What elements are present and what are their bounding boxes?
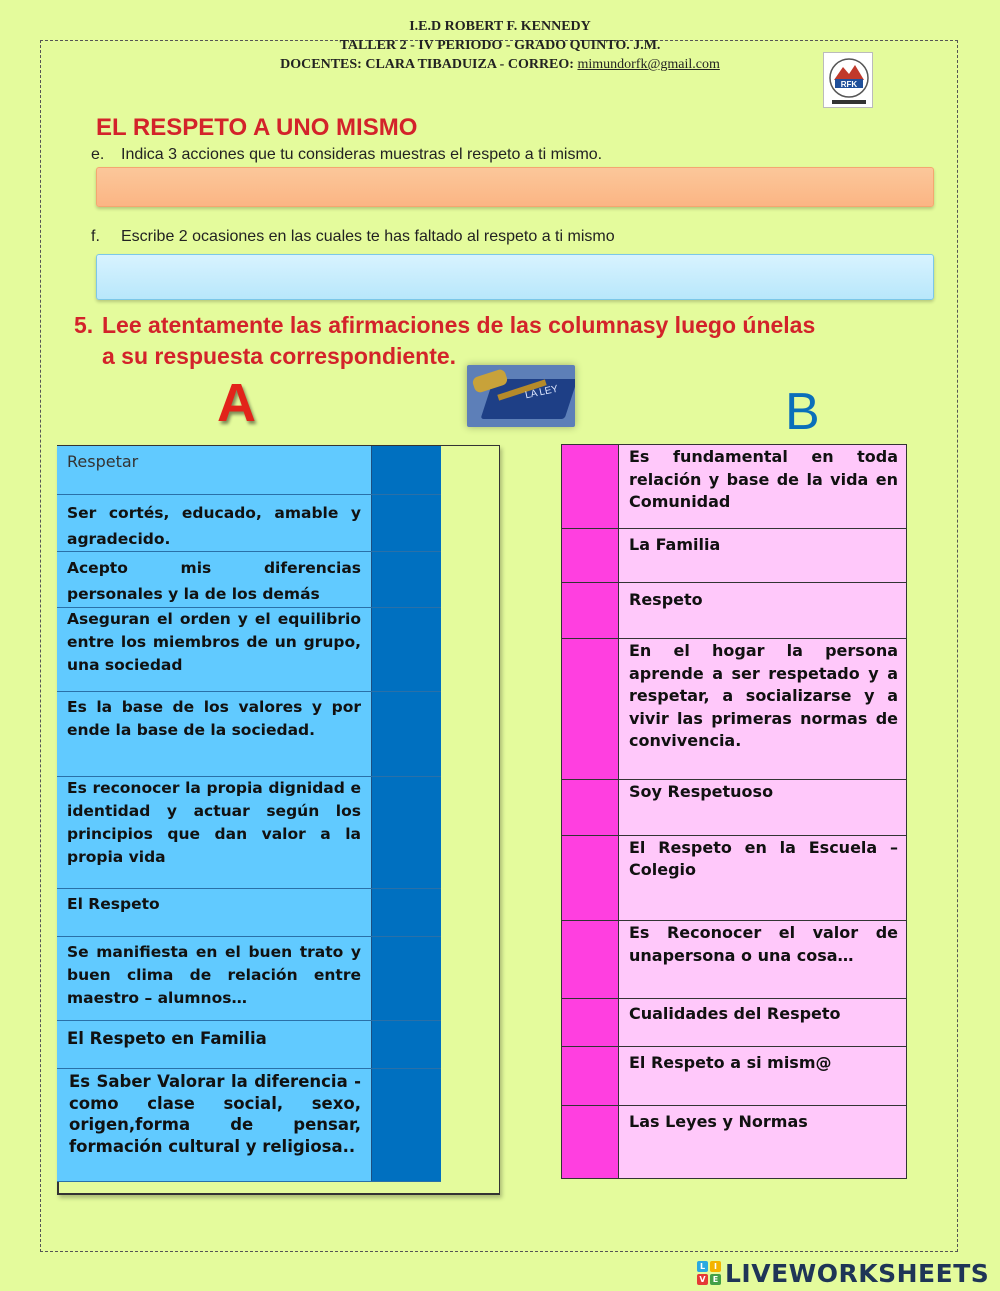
question-f-text: Escribe 2 ocasiones en las cuales te has faltado al respeto a ti mismo (121, 228, 615, 245)
column-b-row (561, 639, 907, 780)
column-a-row (57, 446, 441, 495)
column-b-text: Soy Respetuoso (619, 780, 906, 835)
question-f (91, 228, 615, 246)
column-a-row (57, 495, 441, 552)
answer-e-input[interactable] (96, 167, 934, 207)
column-b-drop-target[interactable] (562, 639, 619, 779)
column-a-row (57, 777, 441, 889)
column-b-heading: B (785, 383, 820, 441)
law-gavel-image (467, 365, 575, 427)
column-b-text: Es Reconocer el valor de unapersona o una cosa… (619, 921, 906, 998)
column-b-drop-target[interactable] (562, 780, 619, 835)
column-a-text: El Respeto (57, 889, 371, 936)
column-b-text: En el hogar la persona aprende a ser respetado y a respetar, a socializarse y a vivir las primeras normas de convivencia. (619, 639, 906, 779)
question-e (91, 146, 602, 164)
column-b-text: Respeto (619, 583, 906, 638)
liveworksheets-letter-0: L (697, 1261, 708, 1272)
column-b-row (561, 780, 907, 836)
column-a-drop-target[interactable] (371, 692, 441, 776)
column-a-row (57, 608, 441, 692)
teachers-label: DOCENTES: CLARA TIBADUIZA - CORREO (280, 57, 570, 72)
column-a-row (57, 1069, 441, 1182)
column-a-row (57, 552, 441, 608)
column-b-row (561, 1106, 907, 1179)
column-a-drop-target[interactable] (371, 446, 441, 494)
logo-text: RFK (840, 80, 858, 89)
column-a-text: El Respeto en Familia (57, 1021, 371, 1068)
column-b-row (561, 836, 907, 921)
column-a-drop-target[interactable] (371, 552, 441, 607)
answer-f-input[interactable] (96, 254, 934, 300)
column-b-row (561, 999, 907, 1047)
column-b-text: El Respeto en la Escuela – Colegio (619, 836, 906, 920)
school-logo (823, 52, 873, 108)
question-f-letter: f. (91, 228, 100, 245)
column-a-text: Se manifiesta en el buen trato y buen clima de relación entre maestro – alumnos… (57, 937, 371, 1020)
column-a-row (57, 1021, 441, 1069)
column-a-text: Aseguran el orden y el equilibrio entre los miembros de un grupo, una sociedad (57, 608, 371, 691)
column-a-text: Acepto mis diferencias personales y la de los demás (57, 552, 371, 607)
instruction-line2: a su respuesta correspondiente. (102, 343, 457, 369)
instruction-line1: Lee atentamente las afirmaciones de las columnasy luego únelas (102, 312, 816, 338)
column-b-text: Las Leyes y Normas (619, 1106, 906, 1178)
section-title: EL RESPETO A UNO MISMO (96, 114, 418, 141)
column-b-text: El Respeto a si mism@ (619, 1047, 906, 1105)
liveworksheets-letter-1: I (710, 1261, 721, 1272)
email-link[interactable]: mimundorfk@gmail.com (577, 57, 720, 72)
workshop-title: TALLER 2 - IV PERIODO - GRADO QUINTO. J.M. (339, 38, 661, 53)
liveworksheets-logo[interactable] (697, 1258, 989, 1288)
column-b-drop-target[interactable] (562, 583, 619, 638)
instruction-number: 5. (74, 312, 94, 338)
question-e-text: Indica 3 acciones que tu consideras muestras el respeto a ti mismo. (121, 146, 603, 163)
column-a-row (57, 889, 441, 937)
column-a-row (57, 937, 441, 1021)
column-a-heading: A (217, 373, 256, 433)
column-a-text: Es reconocer la propia dignidad e identidad y actuar según los principios que dan valor a la propia vida (57, 777, 371, 888)
column-b-text: La Familia (619, 529, 906, 582)
column-b-text: Es fundamental en toda relación y base de la vida en Comunidad (619, 445, 906, 528)
teachers-line: DOCENTES: CLARA TIBADUIZA - CORREO: mimundorfk@gmail.com (280, 57, 720, 72)
column-b-drop-target[interactable] (562, 529, 619, 582)
column-b-row (561, 529, 907, 583)
liveworksheets-squares-icon (697, 1261, 721, 1285)
column-a-drop-target[interactable] (371, 889, 441, 936)
column-a-text: Es Saber Valorar la diferencia - como clase social, sexo, origen,forma de pensar, formación cultural y religiosa.. (57, 1069, 371, 1181)
column-b-row (561, 1047, 907, 1106)
column-b-text: Cualidades del Respeto (619, 999, 906, 1046)
column-a-drop-target[interactable] (371, 1069, 441, 1181)
column-b-drop-target[interactable] (562, 999, 619, 1046)
law-label: LA LEY (524, 383, 560, 402)
column-b-row (561, 444, 907, 529)
column-a-drop-target[interactable] (371, 495, 441, 551)
column-b-row (561, 921, 907, 999)
instruction (74, 310, 936, 372)
column-b-drop-target[interactable] (562, 445, 619, 528)
column-a-drop-target[interactable] (371, 937, 441, 1020)
column-a-text: Ser cortés, educado, amable y agradecido. (57, 495, 371, 551)
column-a-drop-target[interactable] (371, 1021, 441, 1068)
column-b-drop-target[interactable] (562, 921, 619, 998)
column-b-row (561, 583, 907, 639)
column-a-row (57, 692, 441, 777)
question-e-letter: e. (91, 146, 105, 163)
column-a-text: Respetar (57, 446, 371, 494)
column-a-drop-target[interactable] (371, 608, 441, 691)
school-name: I.E.D ROBERT F. KENNEDY (409, 19, 591, 34)
column-a-text: Es la base de los valores y por ende la base de la sociedad. (57, 692, 371, 776)
liveworksheets-brand: LIVEWORKSHEETS (725, 1258, 990, 1288)
column-b-drop-target[interactable] (562, 1047, 619, 1105)
column-a-drop-target[interactable] (371, 777, 441, 888)
column-b-drop-target[interactable] (562, 836, 619, 920)
liveworksheets-letter-2: V (697, 1274, 708, 1285)
liveworksheets-letter-3: E (710, 1274, 721, 1285)
column-b-drop-target[interactable] (562, 1106, 619, 1178)
